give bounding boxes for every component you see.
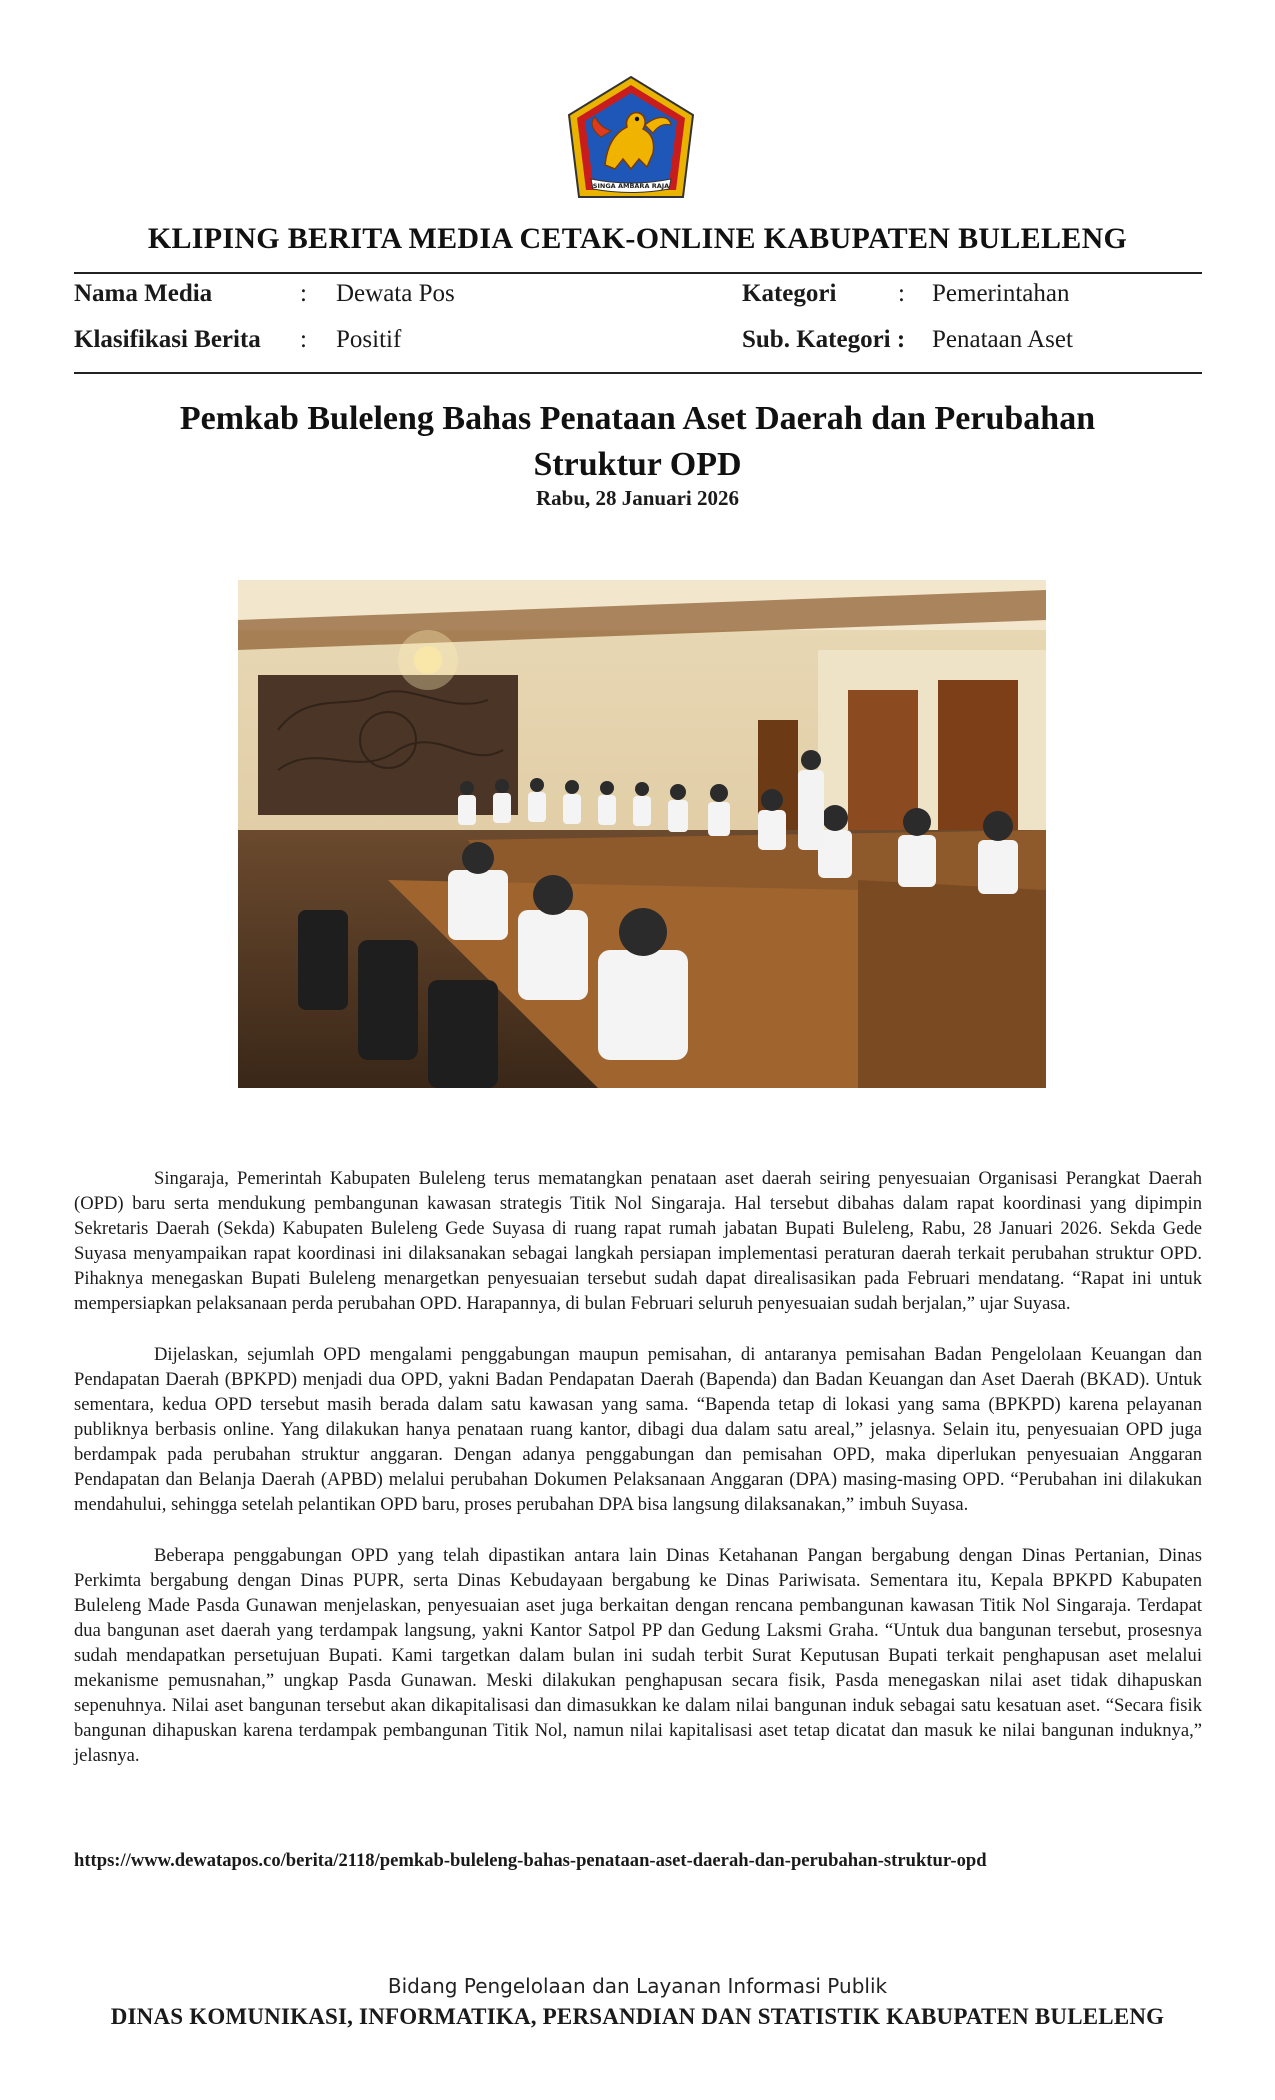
emblem-motto: SINGA AMBARA RAJA <box>592 182 670 190</box>
article-date: Rabu, 28 Januari 2026 <box>535 486 740 510</box>
category-value: Pemerintahan <box>932 280 1070 307</box>
photo-illustration <box>238 580 1046 1088</box>
footer-division: Bidang Pengelolaan dan Layanan Informasi Publik <box>387 1974 888 1998</box>
header-rule-bottom <box>74 372 1202 374</box>
subcategory-value: Penataan Aset <box>932 326 1073 353</box>
headline-line-2: Struktur OPD <box>533 446 742 483</box>
article-headline <box>100 396 1175 488</box>
media-name-value: Dewata Pos <box>336 280 455 307</box>
media-name-colon: : <box>300 280 307 307</box>
meeting-room-photo <box>238 580 1046 1088</box>
footer-agency: DINAS KOMUNIKASI, INFORMATIKA, PERSANDIAN DAN STATISTIK KABUPATEN BULELENG <box>110 2004 1165 2029</box>
category-label: Kategori <box>742 280 837 307</box>
emblem-icon <box>565 75 697 201</box>
source-url-link[interactable]: https://www.dewatapos.co/berita/2118/pemkab-buleleng-bahas-penataan-aset-daerah-dan-perubahan-struktur-opd <box>74 1850 987 1871</box>
clipping-header-title: KLIPING BERITA MEDIA CETAK-ONLINE KABUPATEN BULELENG <box>147 222 1128 255</box>
subcategory-label: Sub. Kategori : <box>742 326 906 353</box>
category-colon: : <box>898 280 905 307</box>
article-paragraph-1: Singaraja, Pemerintah Kabupaten Buleleng terus mematangkan penataan aset daerah seiring penyesuaian Organisasi Perangkat Daerah (OPD) baru serta mendukung pembangunan kawasan strategis Titik Nol Singaraja. Hal tersebut dibahas dalam rapat koordinasi yang dipimpin Sekretaris Daerah (Sekda) Kabupaten Buleleng Gede Suyasa di ruang rapat rumah jabatan Bupati Buleleng, Rabu, 28 Januari 2026. Sekda Gede Suyasa menyampaikan rapat koordinasi ini dilaksanakan sebagai langkah persiapan implementasi peraturan daerah terkait perubahan struktur OPD. Pihaknya menegaskan Bupati Buleleng menargetkan penyesuaian tersebut sudah dapat direalisasikan pada Februari mendatang. “Rapat ini untuk mempersiapkan pelaksanaan perda perubahan OPD. Harapannya, di bulan Februari seluruh penyesuaian sudah berjalan,” ujar Suyasa. <box>74 1168 1202 1314</box>
classification-label: Klasifikasi Berita <box>74 326 261 353</box>
regency-emblem-logo <box>565 75 697 201</box>
header-rule-top <box>74 272 1202 274</box>
meta-row-classification <box>74 326 1202 366</box>
classification-colon: : <box>300 326 307 353</box>
headline-line-1: Pemkab Buleleng Bahas Penataan Aset Daerah dan Perubahan <box>179 400 1096 437</box>
classification-value: Positif <box>336 326 402 353</box>
media-name-label: Nama Media <box>74 280 213 307</box>
meta-row-media <box>74 280 1202 320</box>
article-paragraph-3: Beberapa penggabungan OPD yang telah dipastikan antara lain Dinas Ketahanan Pangan bergabung dengan Dinas Pertanian, Dinas Perkimta bergabung dengan Dinas PUPR, serta Dinas Kebudayaan bergabung ke Dinas Pariwisata. Sementara itu, Kepala BPKPD Kabupaten Buleleng Made Pasda Gunawan menjelaskan, penyesuaian aset juga berkaitan dengan rencana pembangunan kawasan Titik Nol Singaraja. Terdapat dua bangunan aset daerah yang terdampak langsung, yakni Kantor Satpol PP dan Gedung Laksmi Graha. “Untuk dua bangunan tersebut, prosesnya sudah mendapatkan persetujuan Bupati. Kami targetkan dalam bulan ini sudah terbit Surat Keputusan Bupati terkait penghapusan aset melalui mekanisme pemusnahan,” ungkap Pasda Gunawan. Meski dilakukan penghapusan secara fisik, Pasda menegaskan nilai aset tidak dihapuskan sepenuhnya. Nilai aset bangunan tersebut akan dikapitalisasi dan dimasukkan ke dalam nilai bangunan induk sebagai satu kesatuan aset. “Secara fisik bangunan dihapuskan karena terdampak pembangunan Titik Nol, namun nilai kapitalisasi aset tetap dicatat dan masuk ke nilai bangunan induknya,” jelasnya. <box>74 1545 1202 1766</box>
article-paragraph-2: Dijelaskan, sejumlah OPD mengalami penggabungan maupun pemisahan, di antaranya pemisahan Badan Pengelolaan Keuangan dan Pendapatan Daerah (BPKPD) menjadi dua OPD, yakni Badan Pendapatan Daerah (Bapenda) dan Badan Keuangan dan Aset Daerah (BKAD). Untuk sementara, kedua OPD tersebut masih berada dalam satu kawasan yang sama. “Bapenda tetap di lokasi yang sama (BPKPD) karena pelayanan publiknya berbasis online. Yang dilakukan hanya penataan ruang kantor, dibagi dua dalam satu areal,” jelasnya. Selain itu, penyesuaian OPD juga berdampak pada perubahan struktur anggaran. Dengan adanya penggabungan dan pemisahan OPD, maka diperlukan penyesuaian Anggaran Pendapatan dan Belanja Daerah (APBD) melalui perubahan Dokumen Pelaksanaan Anggaran (DPA) masing-masing OPD. “Perubahan ini dilakukan mendahului, sehingga setelah pelantikan OPD baru, proses perubahan DPA bisa langsung dilaksanakan,” imbuh Suyasa. <box>74 1344 1202 1515</box>
article-body <box>74 1166 1202 1794</box>
